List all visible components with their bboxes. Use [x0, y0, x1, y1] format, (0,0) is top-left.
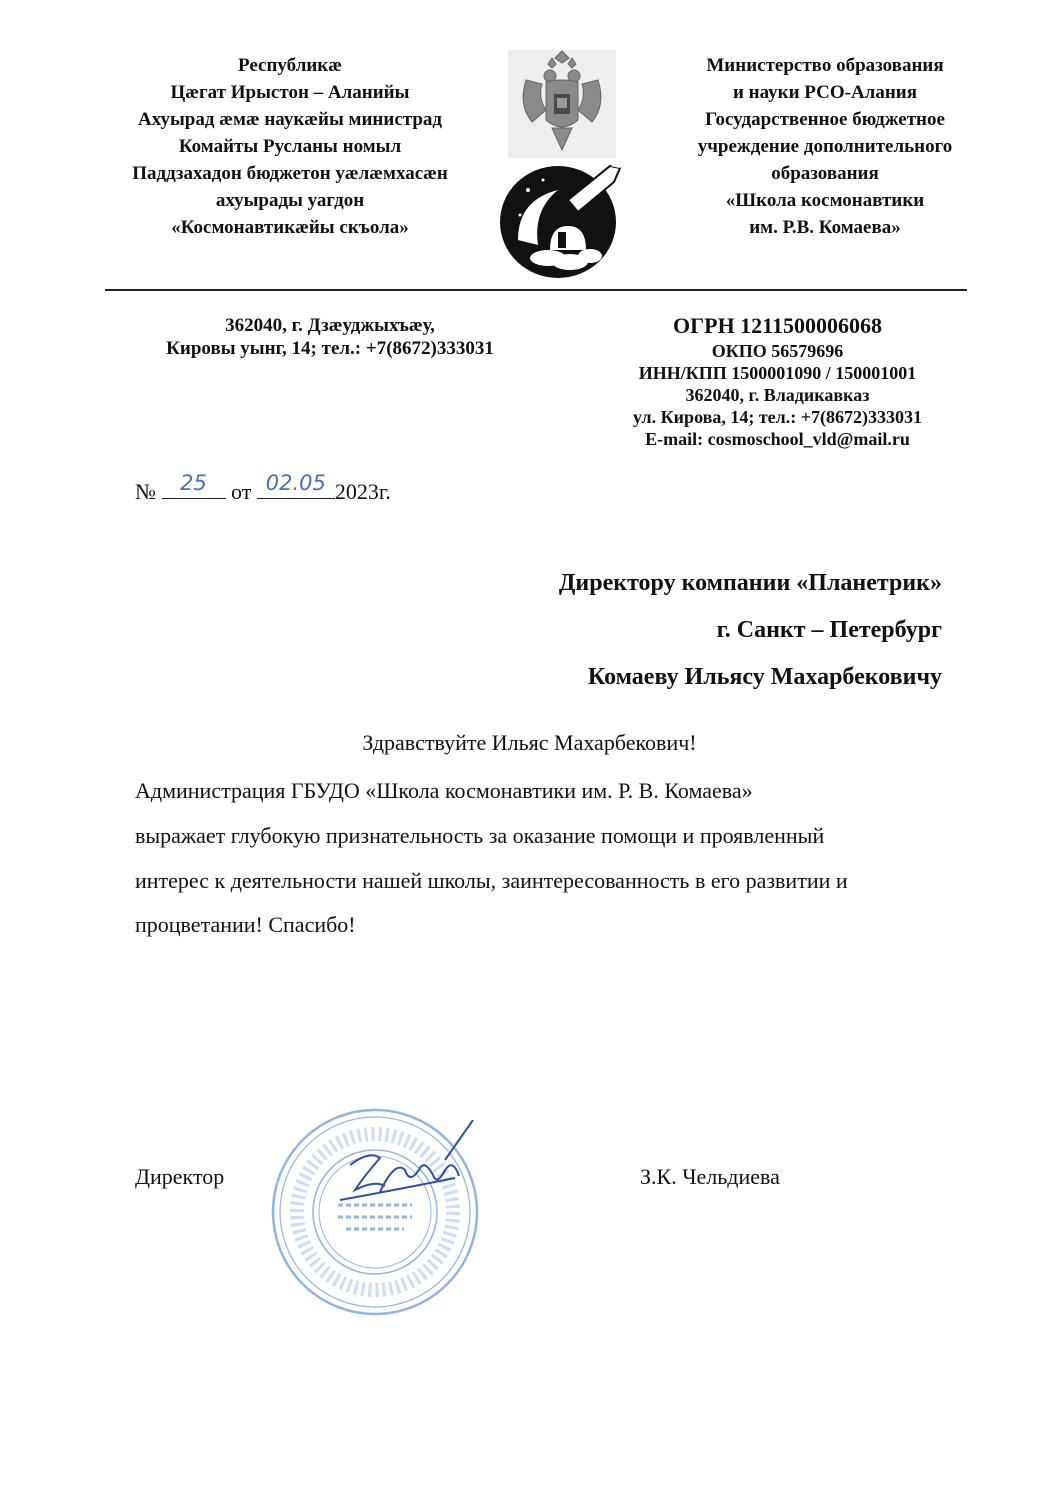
- registration-line: [135, 471, 391, 505]
- address-right-line: 362040, г. Владикавказ: [685, 385, 870, 405]
- signature-title: Директор: [135, 1164, 225, 1189]
- header-left-line: «Космонавтикæйы скъола»: [171, 217, 409, 238]
- header-left-line: Комайты Русланы номыл: [178, 136, 402, 157]
- header-left-line: Ахуырад æмæ наукæйы министрад: [137, 109, 443, 130]
- rocket-observatory-logo-icon: [498, 160, 634, 280]
- header-left-line: ахуырады уагдон: [215, 190, 365, 211]
- header-right-line: учреждение дополнительного: [697, 136, 953, 157]
- handwritten-signature-icon: [325, 1120, 525, 1230]
- signature-name: З.К. Чельдиева: [640, 1164, 780, 1189]
- number-value: 25: [180, 471, 207, 495]
- body-line: процветании! Спасибо!: [135, 912, 356, 937]
- header-left-line: Цæгат Ирыстон – Аланийы: [170, 82, 410, 103]
- date-value: 02.05: [265, 471, 326, 495]
- greeting: Здравствуйте Ильяс Махарбекович!: [362, 730, 697, 755]
- year-suffix: 2023г.: [334, 479, 391, 504]
- address-right-line: ОКПО 56579696: [711, 341, 844, 361]
- date-blank: [257, 471, 335, 499]
- address-left-line: 362040, г. Дзæуджыхъæу,: [225, 315, 435, 336]
- header-right-line: образования: [771, 163, 879, 184]
- body-line: интерес к деятельности нашей школы, заинтересованность в его развитии и: [135, 868, 848, 893]
- header-left-line: Республикæ: [238, 55, 342, 76]
- recipient-line: Директору компании «Планетрик»: [558, 570, 942, 596]
- header-left-block: [100, 52, 480, 241]
- address-right-block: [590, 312, 965, 450]
- header-right-line: им. Р.В. Комаева»: [749, 217, 901, 238]
- number-label: №: [135, 479, 156, 504]
- address-right-line: ИНН/КПП 1500001090 / 150001001: [638, 363, 917, 383]
- ogrn: ОГРН 1211500006068: [673, 313, 882, 338]
- address-left-line: Кировы уынг, 14; тел.: +7(8672)333031: [166, 338, 494, 359]
- address-right-line: ул. Кирова, 14; тел.: +7(8672)333031: [632, 407, 923, 427]
- address-left-block: [120, 314, 540, 360]
- header-left-line: Паддзахадон бюджетон уæлæмхасæн: [132, 163, 448, 184]
- recipient-block: [559, 560, 942, 701]
- header-right-line: «Школа космонавтики: [725, 190, 925, 211]
- header-divider: [105, 289, 967, 291]
- header-right-line: и науки РСО-Алания: [732, 82, 918, 103]
- recipient-line: Комаеву Ильясу Махарбековичу: [587, 664, 942, 690]
- russian-coat-of-arms-icon: [508, 50, 616, 158]
- date-label: от: [231, 479, 252, 504]
- email-line: E-mail: cosmoschool_vld@mail.ru: [645, 429, 910, 449]
- recipient-line: г. Санкт – Петербург: [716, 617, 942, 643]
- number-blank: [162, 471, 226, 499]
- header-right-line: Государственное бюджетное: [705, 109, 945, 130]
- body-line: Администрация ГБУДО «Школа космонавтики им. Р. В. Комаева»: [135, 778, 753, 803]
- body-line: выражает глубокую признательность за оказание помощи и проявленный: [135, 823, 825, 848]
- header-right-block: [660, 52, 990, 241]
- header-right-line: Министерство образования: [706, 55, 944, 76]
